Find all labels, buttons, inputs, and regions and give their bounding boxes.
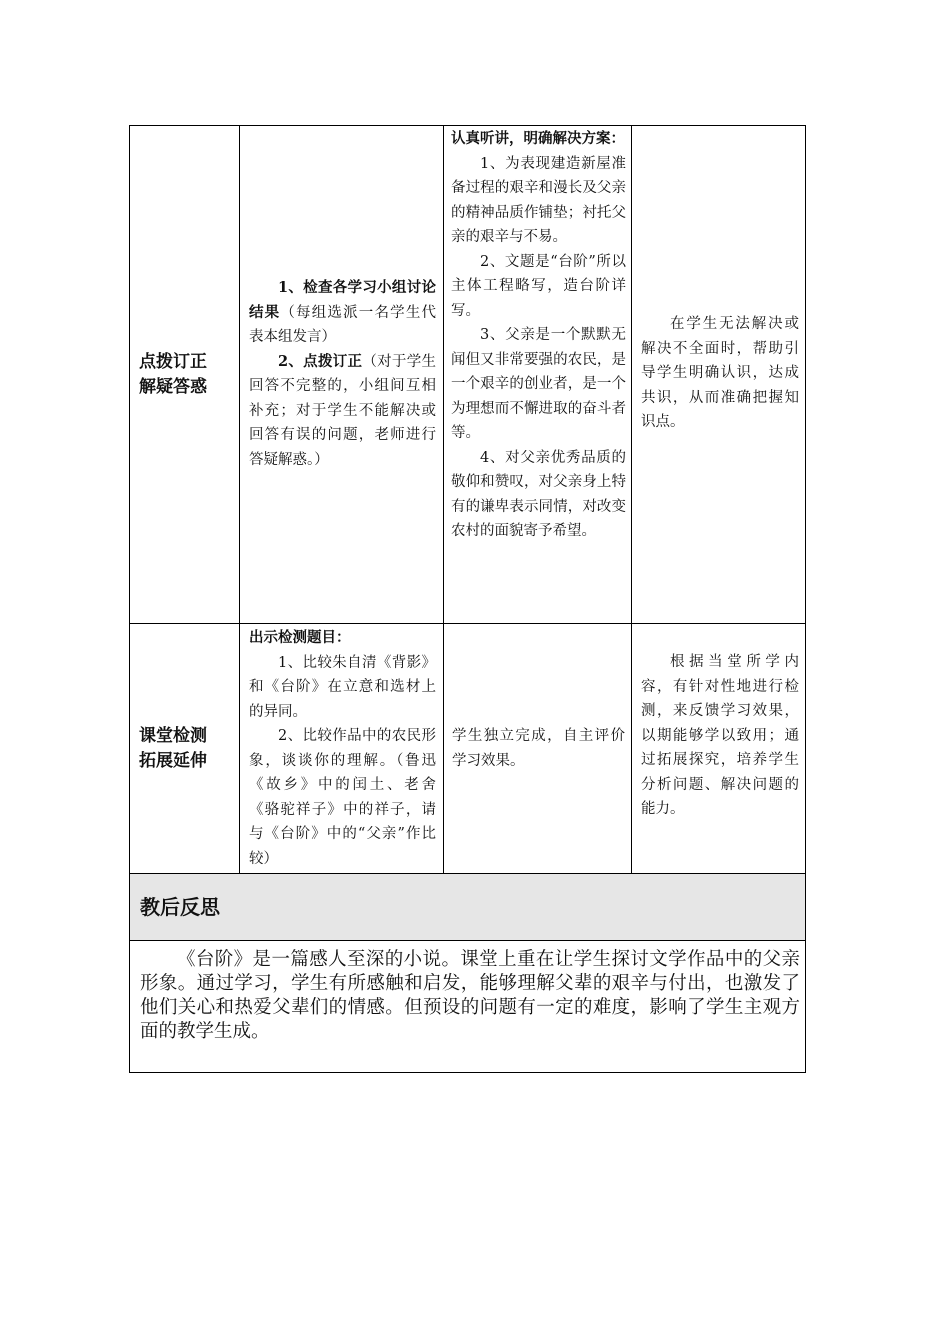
design-intent-cell-1 xyxy=(641,312,799,435)
teacher-activity-cell-2 xyxy=(249,626,436,871)
column-divider xyxy=(631,126,632,874)
student-activity-cell-1 xyxy=(451,127,626,544)
student-item: 4、对父亲优秀品质的敬仰和赞叹，对父亲身上特有的谦卑表示同情，对改变农村的面貌寄予希望。 xyxy=(451,449,626,539)
reflection-body: 《台阶》是一篇感人至深的小说。课堂上重在让学生探讨文学作品中的父亲形象。通过学习，学生有所感触和启发，能够理解父辈的艰辛与付出，也激发了他们关心和热爱父辈们的情感。但预设的问题有一定的难度，影响了学生主观方面的教学生成。 xyxy=(140,949,800,1042)
column-divider xyxy=(239,126,240,874)
student-item: 2、文题是“台阶”所以主体工程略写，造台阶详写。 xyxy=(451,253,626,319)
student-activity-cell-2 xyxy=(452,724,625,773)
student-item: 1、为表现建造新屋准备过程的艰辛和漫长及父亲的精神品质作铺垫；衬托父亲的艰辛与不易。 xyxy=(451,155,626,245)
stage-label: 解疑答惑 xyxy=(139,377,207,397)
teacher-heading: 出示检测题目： xyxy=(249,629,351,646)
stage-label: 点拨订正 xyxy=(139,352,207,372)
design-intent-cell-2 xyxy=(641,650,799,822)
stage-label: 拓展延伸 xyxy=(139,751,207,771)
student-text: 学生独立完成，自主评价学习效果。 xyxy=(452,728,625,769)
lesson-plan-table xyxy=(129,125,806,1073)
teacher-item: 1、比较朱自清《背影》和《台阶》在立意和选材上的异同。 xyxy=(249,654,436,720)
teacher-item: 2、点拨订正（对于学生回答不完整的，小组间互相补充；对于学生不能解决或回答有误的问题，老师进行答疑解惑。） xyxy=(249,352,437,468)
row-divider xyxy=(130,940,805,941)
row-divider xyxy=(130,623,805,624)
design-intent-text: 根据当堂所学内容，有针对性地进行检测，来反馈学习效果，以期能够学以致用；通过拓展探究，培养学生分析问题、解决问题的能力。 xyxy=(641,654,799,817)
stage-cell-2 xyxy=(139,724,235,774)
teacher-item: 2、比较作品中的农民形象，谈谈你的理解。（鲁迅《故乡》中的闰土、老舍《骆驼祥子》中的祥子，请与《台阶》中的“父亲”作比较） xyxy=(249,728,436,867)
column-divider xyxy=(443,126,444,874)
reflection-header xyxy=(130,874,805,940)
teacher-item: 1、检查各学习小组讨论结果（每组选派一名学生代表本组发言） xyxy=(249,279,437,345)
student-item: 3、父亲是一个默默无闻但又非常要强的农民，是一个艰辛的创业者，是一个为理想而不懈进取的奋斗者等。 xyxy=(451,327,626,441)
student-heading: 认真听讲，明确解决方案： xyxy=(451,130,625,147)
teacher-activity-cell-1 xyxy=(249,276,436,472)
reflection-title: 教后反思 xyxy=(140,895,220,919)
stage-label: 课堂检测 xyxy=(139,726,207,746)
design-intent-text: 在学生无法解决或解决不全面时，帮助引导学生明确认识，达成共识，从而准确把握知识点。 xyxy=(641,316,799,430)
stage-cell-1 xyxy=(139,350,235,400)
